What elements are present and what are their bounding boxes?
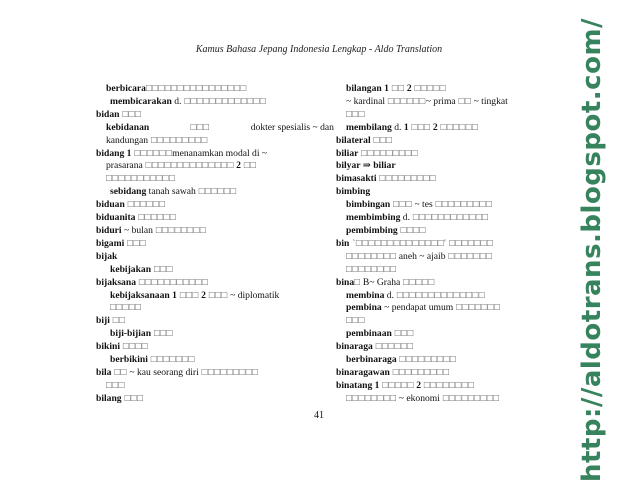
glyphs: □□□□□□	[135, 212, 177, 224]
glyphs: □□	[111, 366, 127, 378]
right-column	[336, 83, 564, 406]
entry-bila	[96, 367, 334, 380]
glyphs: □□□□□□□□	[421, 379, 475, 391]
definition: ~ kau seorang diri	[126, 366, 199, 378]
definition: kandungan	[106, 134, 149, 146]
headword: binaragawan	[336, 366, 390, 378]
entry-continuation	[336, 315, 564, 328]
headword: bina	[336, 276, 355, 288]
definition: d.	[391, 121, 402, 133]
headword: bijaksana	[96, 276, 136, 288]
headword: berbicara	[106, 83, 146, 94]
headword: binatang 1	[336, 379, 380, 391]
glyphs: □□□	[391, 328, 414, 340]
headword: membilang	[346, 121, 392, 133]
entry-bidang	[96, 148, 334, 161]
headword: kebidanan	[106, 121, 150, 133]
glyphs: □□□	[190, 121, 210, 133]
glyphs: □□□	[176, 289, 199, 301]
headword: kebijaksanaan 1	[110, 289, 177, 301]
sense-number: 2	[233, 160, 241, 172]
entry-continuation	[336, 393, 564, 406]
headword: bila	[96, 366, 112, 378]
entry-bikini	[96, 341, 334, 354]
definition: d.	[171, 95, 182, 107]
glyphs: □□□□□□□□	[152, 224, 207, 236]
entry-membina	[336, 290, 564, 303]
sense-number: 2	[413, 379, 422, 391]
headword: bidang 1	[96, 147, 132, 159]
glyphs: □□	[109, 315, 126, 327]
entry-berbikini	[96, 354, 334, 367]
entry-continuation	[336, 251, 564, 264]
entry-continuation	[96, 380, 334, 393]
headword: bidan	[96, 108, 120, 120]
definition: ~ diplomatik	[227, 289, 280, 301]
glyphs: □□□	[119, 108, 142, 120]
entry-biduanita	[96, 212, 334, 225]
page-number: 41	[314, 410, 324, 421]
glyphs: □□□	[390, 199, 413, 211]
headword: berbinaraga	[346, 354, 397, 366]
entry-continuation	[96, 160, 334, 173]
glyphs: □□□□□□	[372, 341, 414, 353]
headword: membina	[346, 289, 385, 301]
headword: biliar	[336, 147, 359, 159]
sense-number: 1	[401, 121, 409, 133]
headword: bilateral	[336, 134, 371, 146]
glyphs: □□□□□□	[385, 95, 426, 107]
entry-binatang	[336, 380, 564, 393]
entry-membimbing	[336, 212, 564, 225]
glyphs: □□□	[121, 392, 144, 404]
headword: sebidang	[110, 186, 147, 198]
glyphs: □□□	[370, 134, 393, 146]
headword: bilang	[96, 392, 122, 404]
entry-binaraga	[336, 341, 564, 354]
glyphs: □□□□□□□□	[346, 250, 397, 262]
headword: biji	[96, 315, 110, 327]
glyphs: □□□□□□	[195, 186, 237, 198]
definition: ~ prima	[425, 95, 456, 107]
glyphs: □□	[455, 95, 472, 107]
arrow-icon: ⇒	[360, 160, 374, 172]
glyphs: □□□□□□□□□	[376, 173, 437, 185]
sense-number: 2	[404, 83, 412, 94]
entry-bigami	[96, 238, 334, 251]
definition: ~ kardinal	[346, 95, 386, 107]
headword: pembina	[346, 302, 382, 314]
glyphs: □□□□□□□	[453, 302, 501, 314]
headword: bijak	[96, 250, 118, 262]
headword: biduri	[96, 224, 122, 236]
glyphs: □□□□□□□	[147, 354, 195, 366]
glyphs: □□□□□□□□□□□	[136, 276, 209, 288]
entry-bimbingan	[336, 199, 564, 212]
entry-bilateral	[336, 135, 564, 148]
entry-biji	[96, 315, 334, 328]
entry-berbinaraga	[336, 354, 564, 367]
glyphs: □□□□□□□□□	[432, 199, 493, 211]
glyphs: □□□□□□□□□□□□□□	[393, 289, 485, 301]
entry-continuation	[96, 135, 334, 148]
entry-bidan	[96, 109, 334, 122]
headword: bimbing	[336, 186, 371, 198]
headword: bikini	[96, 341, 121, 353]
entry-bijaksana	[96, 277, 334, 290]
cross-reference: biliar	[373, 160, 396, 172]
entry-sebidang	[96, 186, 334, 199]
headword: berbikini	[110, 354, 148, 366]
headword: pembinaan	[346, 328, 392, 340]
glyphs: □□□□□□□□□	[389, 366, 450, 378]
definition: aneh ~ ajaib	[396, 250, 446, 262]
headword: kebijakan	[110, 263, 152, 275]
entry-continuation	[336, 96, 564, 109]
entry-continuation	[96, 173, 334, 186]
definition: ~ tes	[412, 199, 433, 211]
headword: bimbingan	[346, 199, 391, 211]
headword: bilyar	[336, 160, 361, 172]
entry-pembimbing	[336, 225, 564, 238]
glyphs: □□□□□□□□□	[396, 354, 457, 366]
entry-bilangan	[336, 83, 564, 96]
entry-kebidanan	[96, 122, 334, 135]
left-column	[96, 83, 334, 406]
running-header: Kamus Bahasa Jepang Indonesia Lengkap - Aldo Translation	[195, 44, 443, 55]
glyphs: □□□□	[120, 341, 149, 353]
definition: d.	[400, 212, 410, 224]
glyphs: □□□□□□□□□□□□□□	[142, 160, 234, 172]
glyphs: □□□□□	[379, 379, 414, 391]
glyphs: □□□□□□□	[445, 250, 493, 262]
entry-bilang	[96, 393, 334, 406]
headword: membicarakan	[110, 95, 172, 107]
entry-membicarakan	[96, 96, 334, 109]
entry-binaragawan	[336, 367, 564, 380]
entry-membilang	[336, 122, 564, 135]
entry-berbicara	[96, 83, 334, 96]
entry-bina	[336, 277, 564, 290]
glyphs: □□□□□□□□□	[148, 134, 208, 146]
sense-number: 2	[198, 289, 206, 301]
entry-bilyar	[336, 160, 564, 173]
definition: ~ pendapat umum	[381, 302, 454, 314]
glyphs: `□□□□□□□□□□□□□□'	[349, 237, 447, 249]
entry-continuation	[336, 109, 564, 122]
glyphs: □□□	[408, 121, 431, 133]
glyphs: □□□□	[397, 224, 426, 236]
definition: ~ tingkat	[471, 95, 508, 107]
entry-biduan	[96, 199, 334, 212]
definition: d.	[384, 289, 394, 301]
glyphs: □□	[388, 83, 405, 94]
entry-bin	[336, 238, 564, 251]
entry-bijak	[96, 251, 334, 264]
entry-kebijakan	[96, 264, 334, 277]
definition: tanah sawah	[146, 186, 196, 198]
glyphs: □□□□□□	[131, 147, 173, 159]
glyphs: □□□□□□	[124, 199, 166, 211]
sense-number: 2	[430, 121, 438, 133]
entry-kebijaksanaan	[96, 290, 334, 303]
watermark-url: http://aldotrans.blogspot.com/	[577, 17, 607, 482]
entry-pembinaan	[336, 328, 564, 341]
glyphs: □□□	[346, 108, 365, 120]
headword: pembimbing	[346, 224, 398, 236]
entry-biduri	[96, 225, 334, 238]
glyphs: □□□□□	[400, 276, 435, 288]
glyphs: □□□□□□□	[446, 237, 494, 249]
glyphs: □□□□□	[411, 83, 447, 94]
definition: ~ bulan	[121, 224, 153, 236]
headword: biduan	[96, 199, 125, 211]
entry-pembina	[336, 302, 564, 315]
glyphs: □□□□□□□□□□□□	[409, 212, 489, 224]
glyphs: □□□	[151, 263, 173, 275]
glyphs: □□□□□□□□□	[358, 147, 418, 159]
definition: ~ ekonomi	[396, 392, 440, 404]
entry-continuation	[96, 302, 334, 315]
glyphs: □□□□□□□□□	[439, 392, 500, 404]
definition: B~ Graha	[360, 276, 401, 288]
glyphs: □□□	[151, 328, 173, 340]
glyphs: □□□	[124, 237, 147, 249]
glyphs: □□□□□□	[437, 121, 479, 133]
headword: bimasakti	[336, 173, 377, 185]
headword: binaraga	[336, 341, 373, 353]
headword: bilangan 1	[346, 83, 389, 94]
glyphs: □□□□□□□□□□□□□	[181, 95, 267, 107]
glyphs: □□□	[346, 315, 365, 327]
glyphs: □□	[240, 160, 257, 172]
entry-continuation	[336, 264, 564, 277]
headword: bin	[336, 237, 350, 249]
definition: dokter spesialis ~ dan	[250, 121, 334, 133]
headword: bigami	[96, 237, 125, 249]
glyphs: □□□	[106, 379, 125, 391]
headword: biji-bijian	[110, 328, 152, 340]
definition: menanamkan modal di ~	[172, 147, 268, 159]
headword: biduanita	[96, 212, 136, 224]
glyphs: □□□□□□□□	[346, 263, 397, 275]
glyphs: □□□□□	[110, 302, 142, 314]
entry-biji-bijian	[96, 328, 334, 341]
glyphs: □□□□□□□□□□□	[106, 173, 176, 185]
glyphs: □□□	[205, 289, 228, 301]
glyphs: □	[354, 276, 361, 288]
entry-bimbing	[336, 186, 564, 199]
entry-biliar	[336, 148, 564, 161]
headword: membimbing	[346, 212, 401, 224]
entry-bimasakti	[336, 173, 564, 186]
definition: prasarana	[106, 160, 143, 172]
glyphs: □□□□□□□□	[346, 392, 397, 404]
glyphs: □□□□□□□□□	[198, 366, 259, 378]
glyphs: □□□□□□□□□□□□□□□□	[145, 83, 247, 94]
